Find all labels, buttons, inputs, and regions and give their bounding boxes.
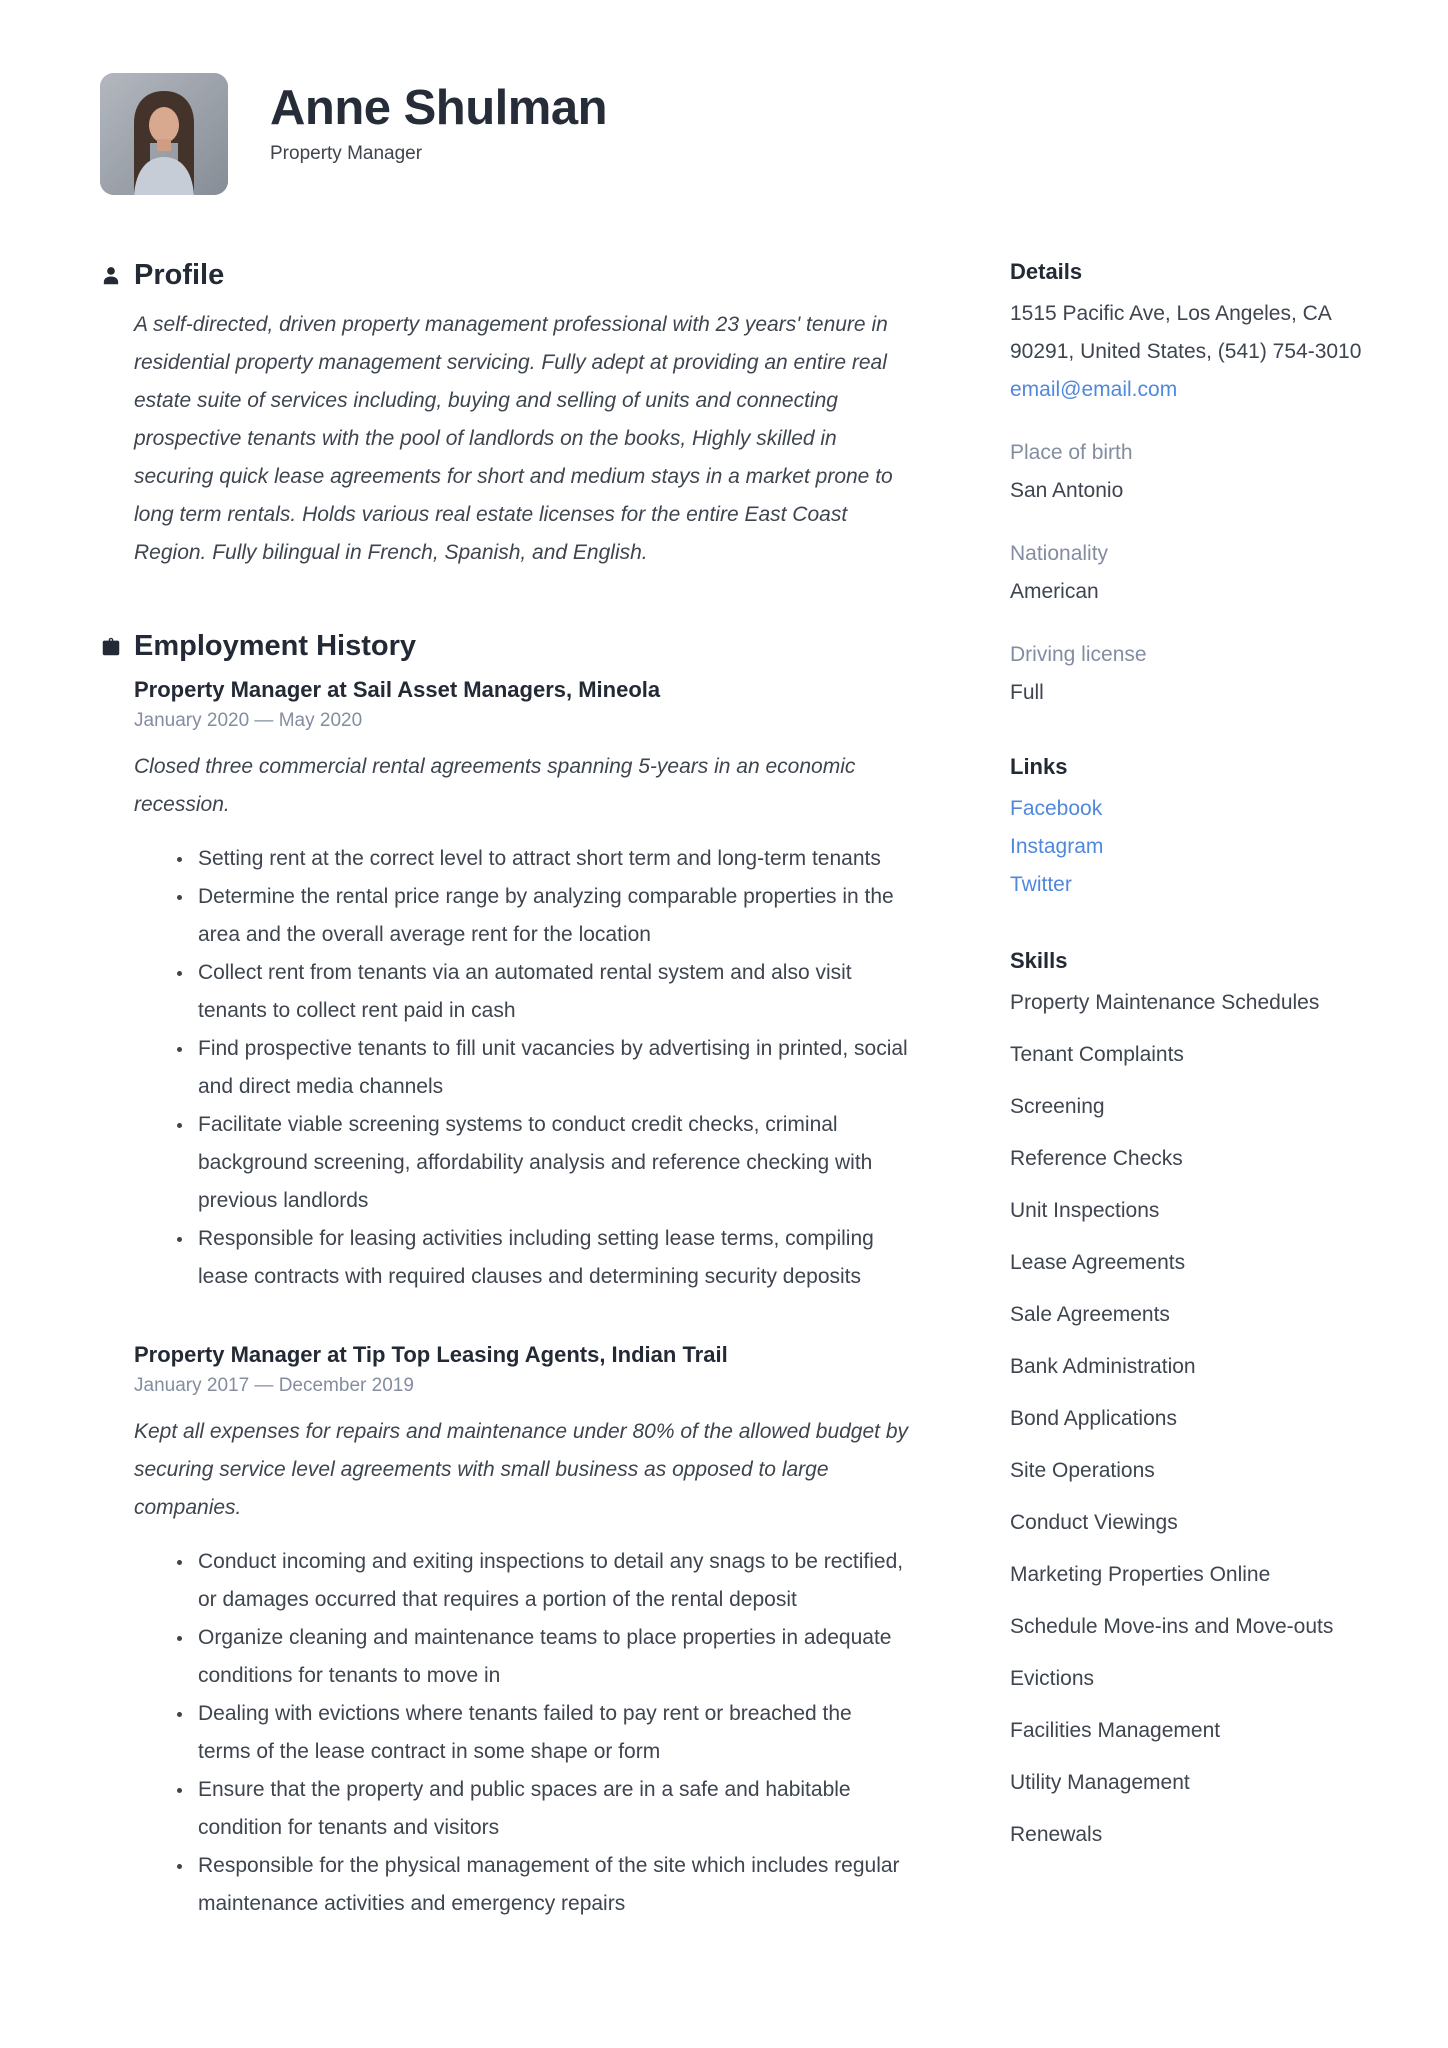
place-of-birth-group xyxy=(1010,434,1390,510)
instagram-link[interactable]: Instagram xyxy=(1010,835,1104,858)
nationality-value: American xyxy=(1010,580,1099,603)
skill-item: Lease Agreements xyxy=(1010,1251,1186,1274)
nationality-label: Nationality xyxy=(1010,542,1109,565)
person-icon xyxy=(100,265,122,287)
job-entry-tip-top-leasing xyxy=(134,1342,910,1923)
driving-license-value: Full xyxy=(1010,681,1044,704)
job-title: Property Manager at Tip Top Leasing Agents, Indian Trail xyxy=(134,1342,728,1367)
job-bullet: • Conduct incoming and exiting inspections to detail any snags to be rectified, or damages occurred that requires a portion of the rental deposit xyxy=(194,1543,910,1619)
job-bullet: • Setting rent at the correct level to attract short term and long-term tenants xyxy=(194,840,910,878)
job-dates: January 2020 — May 2020 xyxy=(134,710,363,731)
profile-photo xyxy=(100,73,228,195)
job-bullet: • Determine the rental price range by analyzing comparable properties in the area and the overall average rent for the location xyxy=(194,878,910,954)
skill-item: Schedule Move-ins and Move-outs xyxy=(1010,1615,1334,1638)
skill-item: Screening xyxy=(1010,1095,1105,1118)
job-title: Property Manager at Sail Asset Managers, Mineola xyxy=(134,677,661,702)
job-bullet: • Ensure that the property and public spaces are in a safe and habitable condition for tenants and visitors xyxy=(194,1771,910,1847)
profile-text: A self-directed, driven property management professional with 23 years' tenure in residential property management servicing. Fully adept at providing an entire real estate suite of services including, buying and selling of units and connecting prospective tenants with the pool of landlords on the books, Highly skilled in securing quick lease agreements for short and medium stays in a market prone to long term rentals. Holds various real estate licenses for the entire East Coast Region. Fully bilingual in French, Spanish, and English. xyxy=(134,313,893,564)
skill-item: Unit Inspections xyxy=(1010,1199,1160,1222)
details-section xyxy=(1010,259,1390,409)
links-heading: Links xyxy=(1010,754,1068,779)
employment-section xyxy=(100,630,910,1923)
job-bullet: • Facilitate viable screening systems to conduct credit checks, criminal background screening, affordability analysis and reference checking with previous landlords xyxy=(194,1106,910,1220)
links-section xyxy=(1010,754,1390,904)
nationality-group xyxy=(1010,535,1390,611)
skill-item: Reference Checks xyxy=(1010,1147,1183,1170)
job-summary: Closed three commercial rental agreements spanning 5-years in an economic recession. xyxy=(134,755,856,816)
skills-heading: Skills xyxy=(1010,948,1068,973)
employment-heading: Employment History xyxy=(134,630,416,662)
skills-section xyxy=(1010,948,1390,1854)
person-job-title: Property Manager xyxy=(270,143,423,165)
header-text xyxy=(270,83,607,165)
job-bullet: • Dealing with evictions where tenants failed to pay rent or breached the terms of the lease contract in some shape or form xyxy=(194,1695,910,1771)
content-columns xyxy=(100,259,1390,1923)
job-bullet-list xyxy=(134,1543,910,1923)
address-text: 1515 Pacific Ave, Los Angeles, CA 90291, United States, (541) 754-3010 xyxy=(1010,302,1362,363)
resume-header xyxy=(100,73,1390,195)
skill-item: Conduct Viewings xyxy=(1010,1511,1178,1534)
skill-item: Bank Administration xyxy=(1010,1355,1196,1378)
sidebar-column xyxy=(1010,259,1390,1923)
skill-item: Sale Agreements xyxy=(1010,1303,1170,1326)
skill-item: Utility Management xyxy=(1010,1771,1190,1794)
driving-license-group xyxy=(1010,636,1390,712)
main-column xyxy=(100,259,910,1923)
job-entry-sail-asset-managers xyxy=(134,677,910,1296)
profile-heading: Profile xyxy=(134,259,225,291)
job-dates: January 2017 — December 2019 xyxy=(134,1375,414,1396)
skill-item: Site Operations xyxy=(1010,1459,1155,1482)
skill-item: Renewals xyxy=(1010,1823,1103,1846)
job-bullet: • Responsible for the physical management of the site which includes regular maintenance activities and emergency repairs xyxy=(194,1847,910,1923)
driving-license-label: Driving license xyxy=(1010,643,1147,666)
skill-item: Evictions xyxy=(1010,1667,1095,1690)
twitter-link[interactable]: Twitter xyxy=(1010,873,1072,896)
place-of-birth-value: San Antonio xyxy=(1010,479,1124,502)
skill-item: Marketing Properties Online xyxy=(1010,1563,1271,1586)
profile-section xyxy=(100,259,910,572)
job-bullet: • Find prospective tenants to fill unit vacancies by advertising in printed, social and direct media channels xyxy=(194,1030,910,1106)
person-name: Anne Shulman xyxy=(270,81,608,135)
email-link[interactable]: email@email.com xyxy=(1010,378,1178,401)
job-bullet: • Organize cleaning and maintenance teams to place properties in adequate conditions for tenants to move in xyxy=(194,1619,910,1695)
place-of-birth-label: Place of birth xyxy=(1010,441,1133,464)
job-summary: Kept all expenses for repairs and maintenance under 80% of the allowed budget by securing service level agreements with small business as opposed to large companies. xyxy=(134,1420,909,1519)
skill-item: Facilities Management xyxy=(1010,1719,1221,1742)
facebook-link[interactable]: Facebook xyxy=(1010,797,1103,820)
job-bullet: • Responsible for leasing activities including setting lease terms, compiling lease contracts with required clauses and determining security deposits xyxy=(194,1220,910,1296)
skill-item: Bond Applications xyxy=(1010,1407,1177,1430)
job-bullet: • Collect rent from tenants via an automated rental system and also visit tenants to collect rent paid in cash xyxy=(194,954,910,1030)
skill-item: Property Maintenance Schedules xyxy=(1010,991,1320,1014)
details-heading: Details xyxy=(1010,259,1083,284)
job-bullet-list xyxy=(134,840,910,1296)
skill-item: Tenant Complaints xyxy=(1010,1043,1184,1066)
profile-photo-illustration xyxy=(100,73,228,195)
briefcase-icon xyxy=(100,636,122,658)
